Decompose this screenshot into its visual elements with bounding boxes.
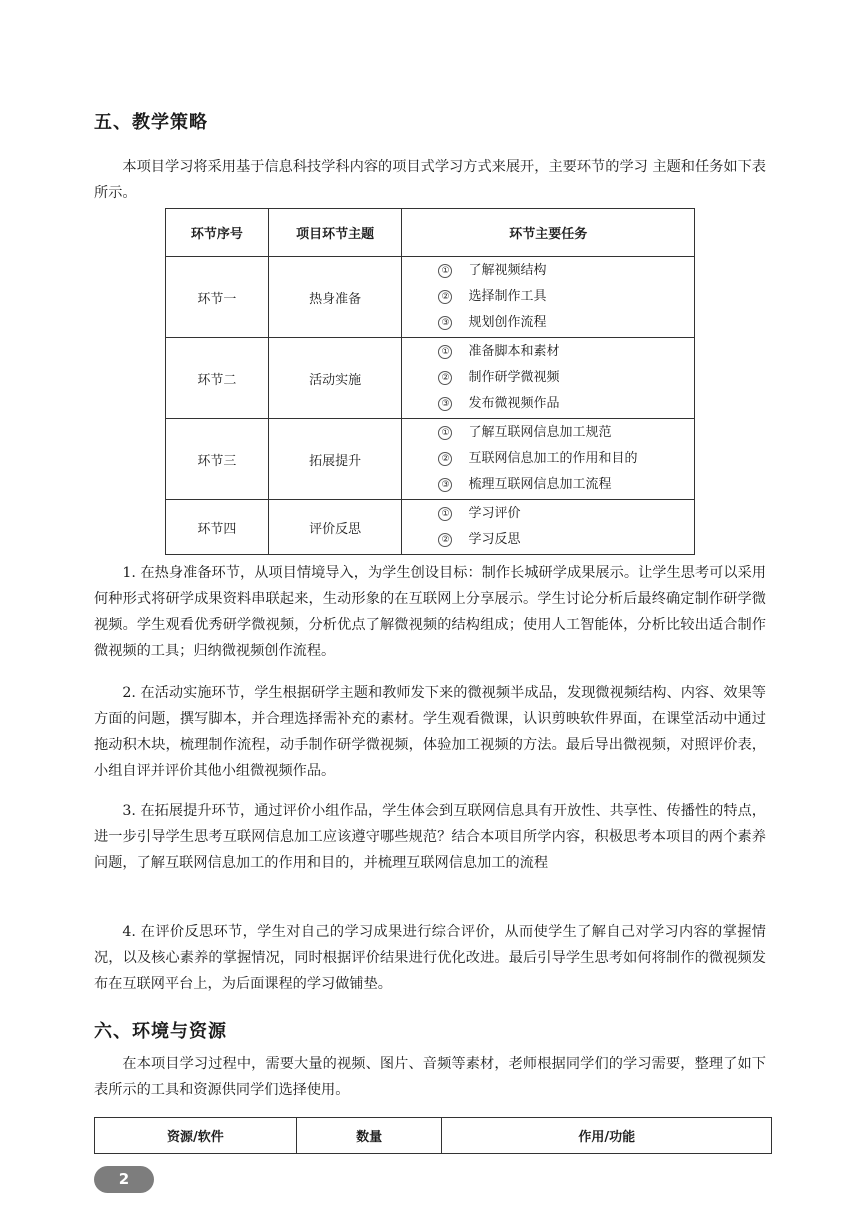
task-text: 规划创作流程	[468, 315, 547, 330]
row-seq: 环节三	[166, 419, 269, 500]
row-seq: 环节四	[166, 500, 269, 555]
table-row	[166, 419, 695, 500]
task-text: 了解视频结构	[468, 263, 547, 278]
paragraph-2: 2. 在活动实施环节，学生根据研学主题和教师发下来的微视频半成品，发现微视频结构、内容、效果等方面的问题，撰写脚本，并合理选择需补充的素材。学生观看微课，认识剪映软件界面，在课堂活动中通过拖动积木块，梳理制作流程，动手制作研学微视频，体验加工视频的方法。最后导出微视频，对照评价表，小组自评并评价其他小组微视频作品。	[94, 685, 766, 779]
task-text: 学习评价	[468, 506, 521, 521]
header-function: 作用/功能	[442, 1118, 772, 1154]
row-seq: 环节一	[166, 257, 269, 338]
task-text: 互联网信息加工的作用和目的	[468, 451, 638, 466]
table-row	[166, 500, 695, 555]
row-theme: 评价反思	[268, 500, 402, 555]
section5-intro: 本项目学习将采用基于信息科技学科内容的项目式学习方式来展开，主要环节的学习 主题和任务如下表所示。	[94, 159, 766, 201]
task-item	[438, 472, 694, 498]
circled-number: ②	[438, 452, 452, 466]
page-number-badge: 2	[94, 1166, 154, 1193]
task-text: 学习反思	[468, 532, 521, 547]
header-tasks: 环节主要任务	[402, 209, 695, 257]
circled-number: ③	[438, 397, 452, 411]
paragraph-1: 1. 在热身准备环节，从项目情境导入，为学生创设目标：制作长城研学成果展示。让学生思考可以采用何种形式将研学成果资料串联起来，生动形象的在互联网上分享展示。学生讨论分析后最终确定制作研学微视频。学生观看优秀研学微视频，分析优点了解微视频的结构组成；使用人工智能体，分析比较出适合制作微视频的工具；归纳微视频创作流程。	[94, 565, 766, 659]
section5-heading: 五、教学策略	[94, 112, 208, 133]
header-quantity: 数量	[296, 1118, 442, 1154]
paragraph-3: 3. 在拓展提升环节，通过评价小组作品，学生体会到互联网信息具有开放性、共享性、传播性的特点，进一步引导学生思考互联网信息加工应该遵守哪些规范？结合本项目所学内容，积极思考本项目的两个素养问题，了解互联网信息加工的作用和目的，并梳理互联网信息加工的流程	[94, 803, 766, 871]
paragraph-4: 4. 在评价反思环节，学生对自己的学习成果进行综合评价，从而使学生了解自己对学习内容的掌握情况，以及核心素养的掌握情况，同时根据评价结果进行优化改进。最后引导学生思考如何将制作的微视频发布在互联网平台上，为后面课程的学习做铺垫。	[94, 924, 766, 992]
table-row	[166, 338, 695, 419]
header-seq: 环节序号	[166, 209, 269, 257]
task-item	[438, 258, 694, 284]
task-item	[438, 420, 694, 446]
circled-number: ①	[438, 264, 452, 278]
circled-number: ②	[438, 371, 452, 385]
row-theme: 活动实施	[268, 338, 402, 419]
task-item	[438, 527, 694, 553]
row-theme: 热身准备	[268, 257, 402, 338]
circled-number: ③	[438, 478, 452, 492]
task-text: 发布微视频作品	[468, 396, 560, 411]
row-tasks	[402, 338, 695, 419]
strategy-table	[165, 208, 695, 555]
task-item	[438, 284, 694, 310]
task-item	[438, 501, 694, 527]
strategy-table-header	[166, 209, 695, 257]
header-resource: 资源/软件	[95, 1118, 297, 1154]
task-item	[438, 339, 694, 365]
circled-number: ①	[438, 426, 452, 440]
circled-number: ②	[438, 533, 452, 547]
circled-number: ②	[438, 290, 452, 304]
table-row	[166, 257, 695, 338]
section6-heading: 六、环境与资源	[94, 1021, 227, 1042]
circled-number: ①	[438, 345, 452, 359]
resources-table-header	[95, 1118, 772, 1154]
row-tasks	[402, 419, 695, 500]
circled-number: ③	[438, 316, 452, 330]
row-seq: 环节二	[166, 338, 269, 419]
task-text: 制作研学微视频	[468, 370, 560, 385]
task-text: 准备脚本和素材	[468, 344, 560, 359]
task-item	[438, 310, 694, 336]
section6-intro: 在本项目学习过程中，需要大量的视频、图片、音频等素材，老师根据同学们的学习需要，整理了如下表所示的工具和资源供同学们选择使用。	[94, 1056, 766, 1098]
header-theme: 项目环节主题	[268, 209, 402, 257]
task-text: 梳理互联网信息加工流程	[468, 477, 612, 492]
resources-table	[94, 1117, 772, 1154]
task-item	[438, 391, 694, 417]
task-item	[438, 365, 694, 391]
row-theme: 拓展提升	[268, 419, 402, 500]
circled-number: ①	[438, 507, 452, 521]
task-item	[438, 446, 694, 472]
task-text: 了解互联网信息加工规范	[468, 425, 612, 440]
row-tasks	[402, 257, 695, 338]
task-text: 选择制作工具	[468, 289, 547, 304]
row-tasks	[402, 500, 695, 555]
